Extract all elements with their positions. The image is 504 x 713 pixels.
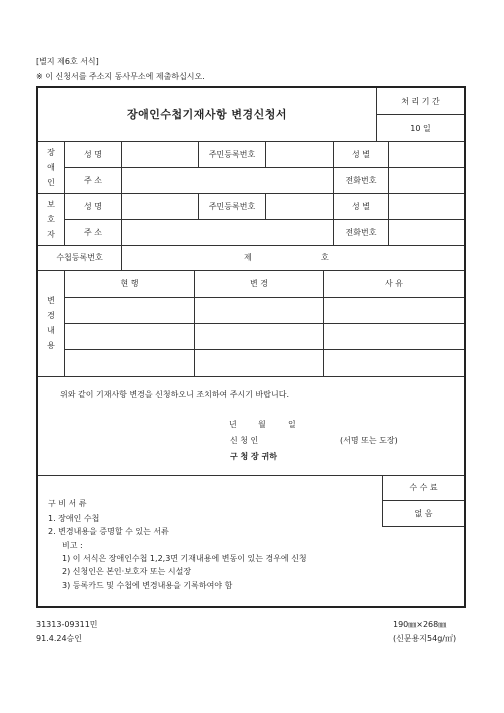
booklet-number-prefix: 제 [244,253,252,262]
disabled-person-resident-no-label: 주민등록번호 [208,149,256,159]
frame-right-border [464,86,466,608]
change-row-reason-cell[interactable] [324,350,464,376]
column-header-current: 현 행 [120,279,139,288]
submission-notice: ※ 이 신청서를 주소지 동사무소에 제출하십시오. [36,72,205,81]
guardian-address-field[interactable] [122,219,333,245]
disabled-person-group-label: 장 애 인 [47,147,55,187]
disabled-person-gender-label: 성 별 [352,149,370,159]
form-number: [별지 제6호 서식] [36,57,99,66]
fee-value: 없 음 [414,509,433,518]
processing-period-value: 10 일 [410,123,431,133]
guardian-resident-no-field[interactable] [266,193,333,219]
change-row-current-cell[interactable] [65,324,194,349]
footer-paper-type: (신문용지54g/㎡) [393,634,457,643]
change-row-reason-cell[interactable] [324,324,464,349]
documents-title: 구 비 서 류 [48,499,87,508]
footer-approval-date: 91.4.24승인 [36,634,82,643]
disabled-person-name-label: 성 명 [84,149,102,159]
guardian-phone-label: 전화번호 [345,227,377,237]
disabled-person-gender-field[interactable] [389,141,464,167]
fee-label: 수 수 료 [409,483,438,492]
footer-paper-size: 190㎜×268㎜ [393,620,447,629]
processing-period-label: 처 리 기 간 [401,96,440,106]
addressee: 구 청 장 귀하 [230,452,277,461]
column-header-reason: 사 유 [385,279,403,288]
change-row-current-cell[interactable] [65,298,194,323]
documents-item: 2. 변경내용을 증명할 수 있는 서류 [48,527,169,536]
footer-form-code: 31313-09311민 [36,620,98,629]
disabled-person-address-label: 주 소 [84,175,102,185]
signature-hint: (서명 또는 도장) [340,436,398,445]
disabled-person-address-field[interactable] [122,167,333,193]
guardian-phone-field[interactable] [389,219,464,245]
date-year-label: 년 [229,420,237,429]
grid-line [382,526,464,527]
guardian-group-label: 보 호 자 [47,199,55,239]
booklet-number-suffix: 호 [321,253,329,262]
grid-line [38,376,464,377]
frame-bottom-border [36,606,466,608]
note-item: 2) 신청인은 본인·보호자 또는 시설장 [62,567,192,576]
guardian-gender-field[interactable] [389,193,464,219]
note-item: 1) 이 서식은 장애인수첩 1,2,3면 기재내용에 변동이 있는 경우에 신청 [62,554,307,563]
change-row-changed-cell[interactable] [195,324,323,349]
documents-item: 1. 장애인 수첩 [48,514,100,523]
disabled-person-phone-field[interactable] [389,167,464,193]
notes-title: 비고 : [62,541,83,550]
change-row-changed-cell[interactable] [195,298,323,323]
form-title: 장애인수첩기재사항 변경신청서 [126,108,288,121]
column-header-changed: 변 경 [250,279,268,288]
disabled-person-resident-no-field[interactable] [266,141,333,167]
booklet-number-label: 수첩등록번호 [56,253,103,262]
note-item: 3) 등록카드 및 수첩에 변경내용을 기록하여야 함 [62,581,233,590]
guardian-resident-no-label: 주민등록번호 [208,201,256,211]
date-day-label: 일 [288,420,296,429]
change-row-current-cell[interactable] [65,350,194,376]
disabled-person-name-field[interactable] [122,141,198,167]
guardian-name-label: 성 명 [84,201,102,211]
booklet-number-field[interactable] [254,249,320,266]
change-row-reason-cell[interactable] [324,298,464,323]
disabled-person-phone-label: 전화번호 [345,175,377,185]
date-month-label: 월 [258,420,266,429]
request-statement: 위와 같이 기재사항 변경을 신청하오니 조치하여 주시기 바랍니다. [60,390,289,399]
applicant-field[interactable] [270,433,338,448]
change-row-changed-cell[interactable] [195,350,323,376]
guardian-name-field[interactable] [122,193,198,219]
guardian-gender-label: 성 별 [352,201,370,211]
guardian-address-label: 주 소 [84,227,102,237]
change-group-label: 변 경 내 용 [47,296,55,350]
applicant-label: 신 청 인 [230,436,259,445]
